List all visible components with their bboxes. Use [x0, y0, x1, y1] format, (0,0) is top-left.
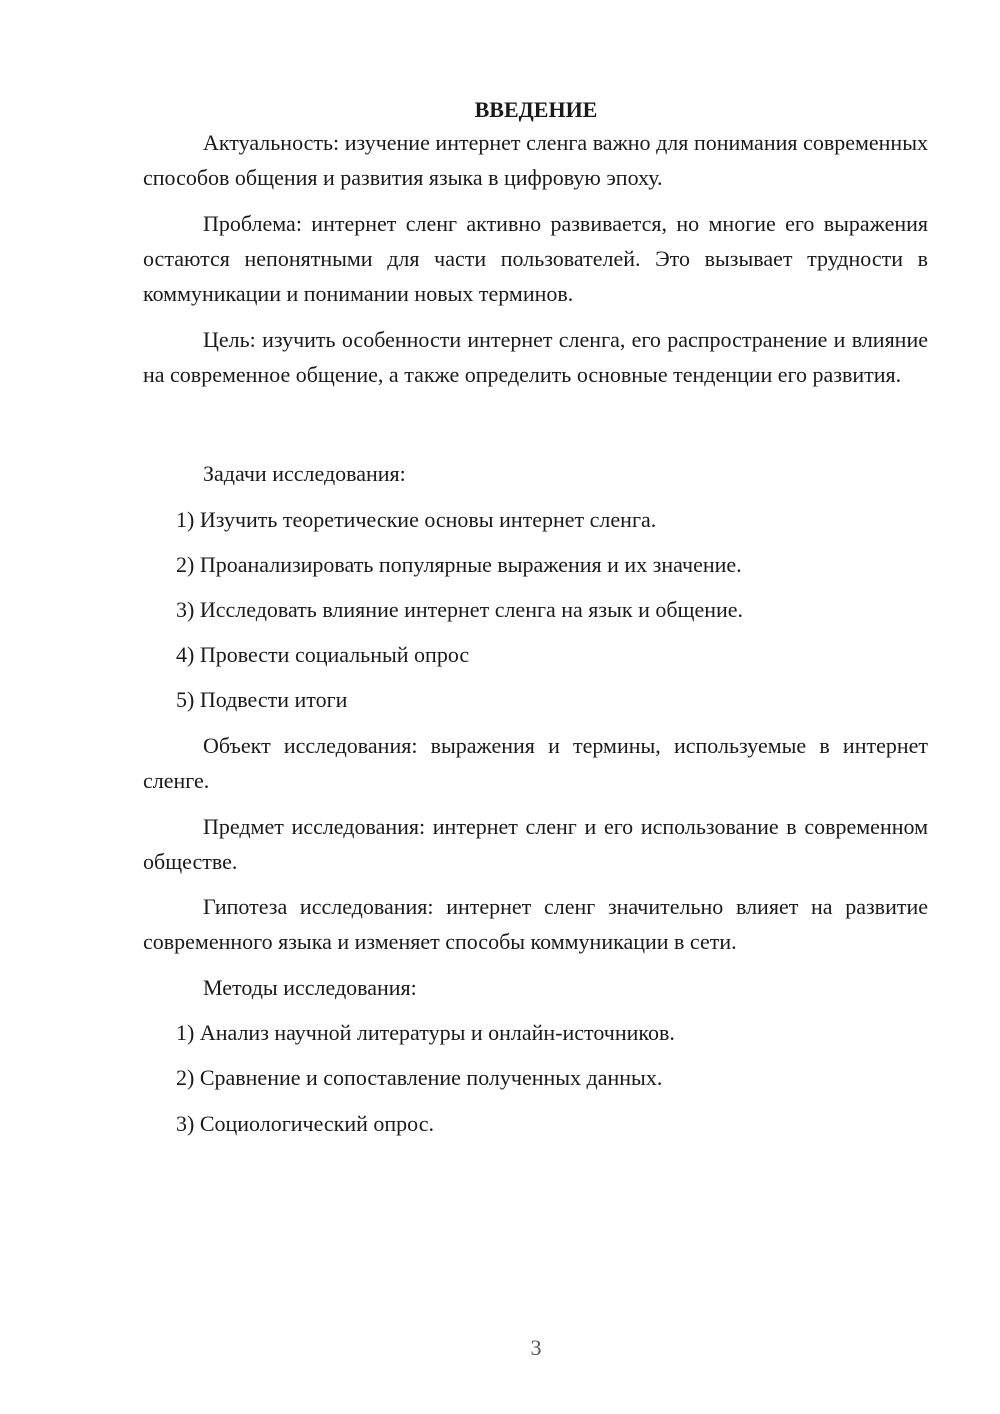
methods-title: Методы исследования:: [203, 975, 417, 1000]
method-item: 2) Сравнение и сопоставление полученных данных.: [176, 1065, 663, 1090]
problem-paragraph: Проблема: интернет сленг активно развивается, но многие его выражения остаются непонятными для части пользователей. Это вызывает трудности в коммуникации и понимании новых терминов.: [143, 211, 928, 306]
task-item: 5) Подвести итоги: [176, 687, 348, 712]
subject-paragraph: Предмет исследования: интернет сленг и его использование в современном обществе.: [143, 814, 928, 874]
task-item: 2) Проанализировать популярные выражения и их значение.: [176, 552, 742, 577]
task-item: 4) Провести социальный опрос: [176, 642, 470, 667]
relevance-paragraph: Актуальность: изучение интернет сленга важно для понимания современных способов общения и развития языка в цифровую эпоху.: [143, 130, 928, 190]
method-item: 3) Социологический опрос.: [176, 1111, 434, 1136]
section-heading: ВВЕДЕНИЕ: [474, 97, 598, 122]
object-paragraph: Объект исследования: выражения и термины, используемые в интернет сленге.: [143, 733, 928, 793]
method-item: 1) Анализ научной литературы и онлайн-источников.: [176, 1020, 675, 1045]
page-number: 3: [530, 1335, 542, 1360]
tasks-title: Задачи исследования:: [203, 461, 406, 486]
hypothesis-paragraph: Гипотеза исследования: интернет сленг значительно влияет на развитие современного языка и изменяет способы коммуникации в сети.: [143, 894, 928, 954]
task-item: 1) Изучить теоретические основы интернет сленга.: [176, 507, 657, 532]
task-item: 3) Исследовать влияние интернет сленга на язык и общение.: [176, 597, 744, 622]
goal-paragraph: Цель: изучить особенности интернет сленга, его распространение и влияние на современное общение, а также определить основные тенденции его развития.: [143, 327, 928, 387]
